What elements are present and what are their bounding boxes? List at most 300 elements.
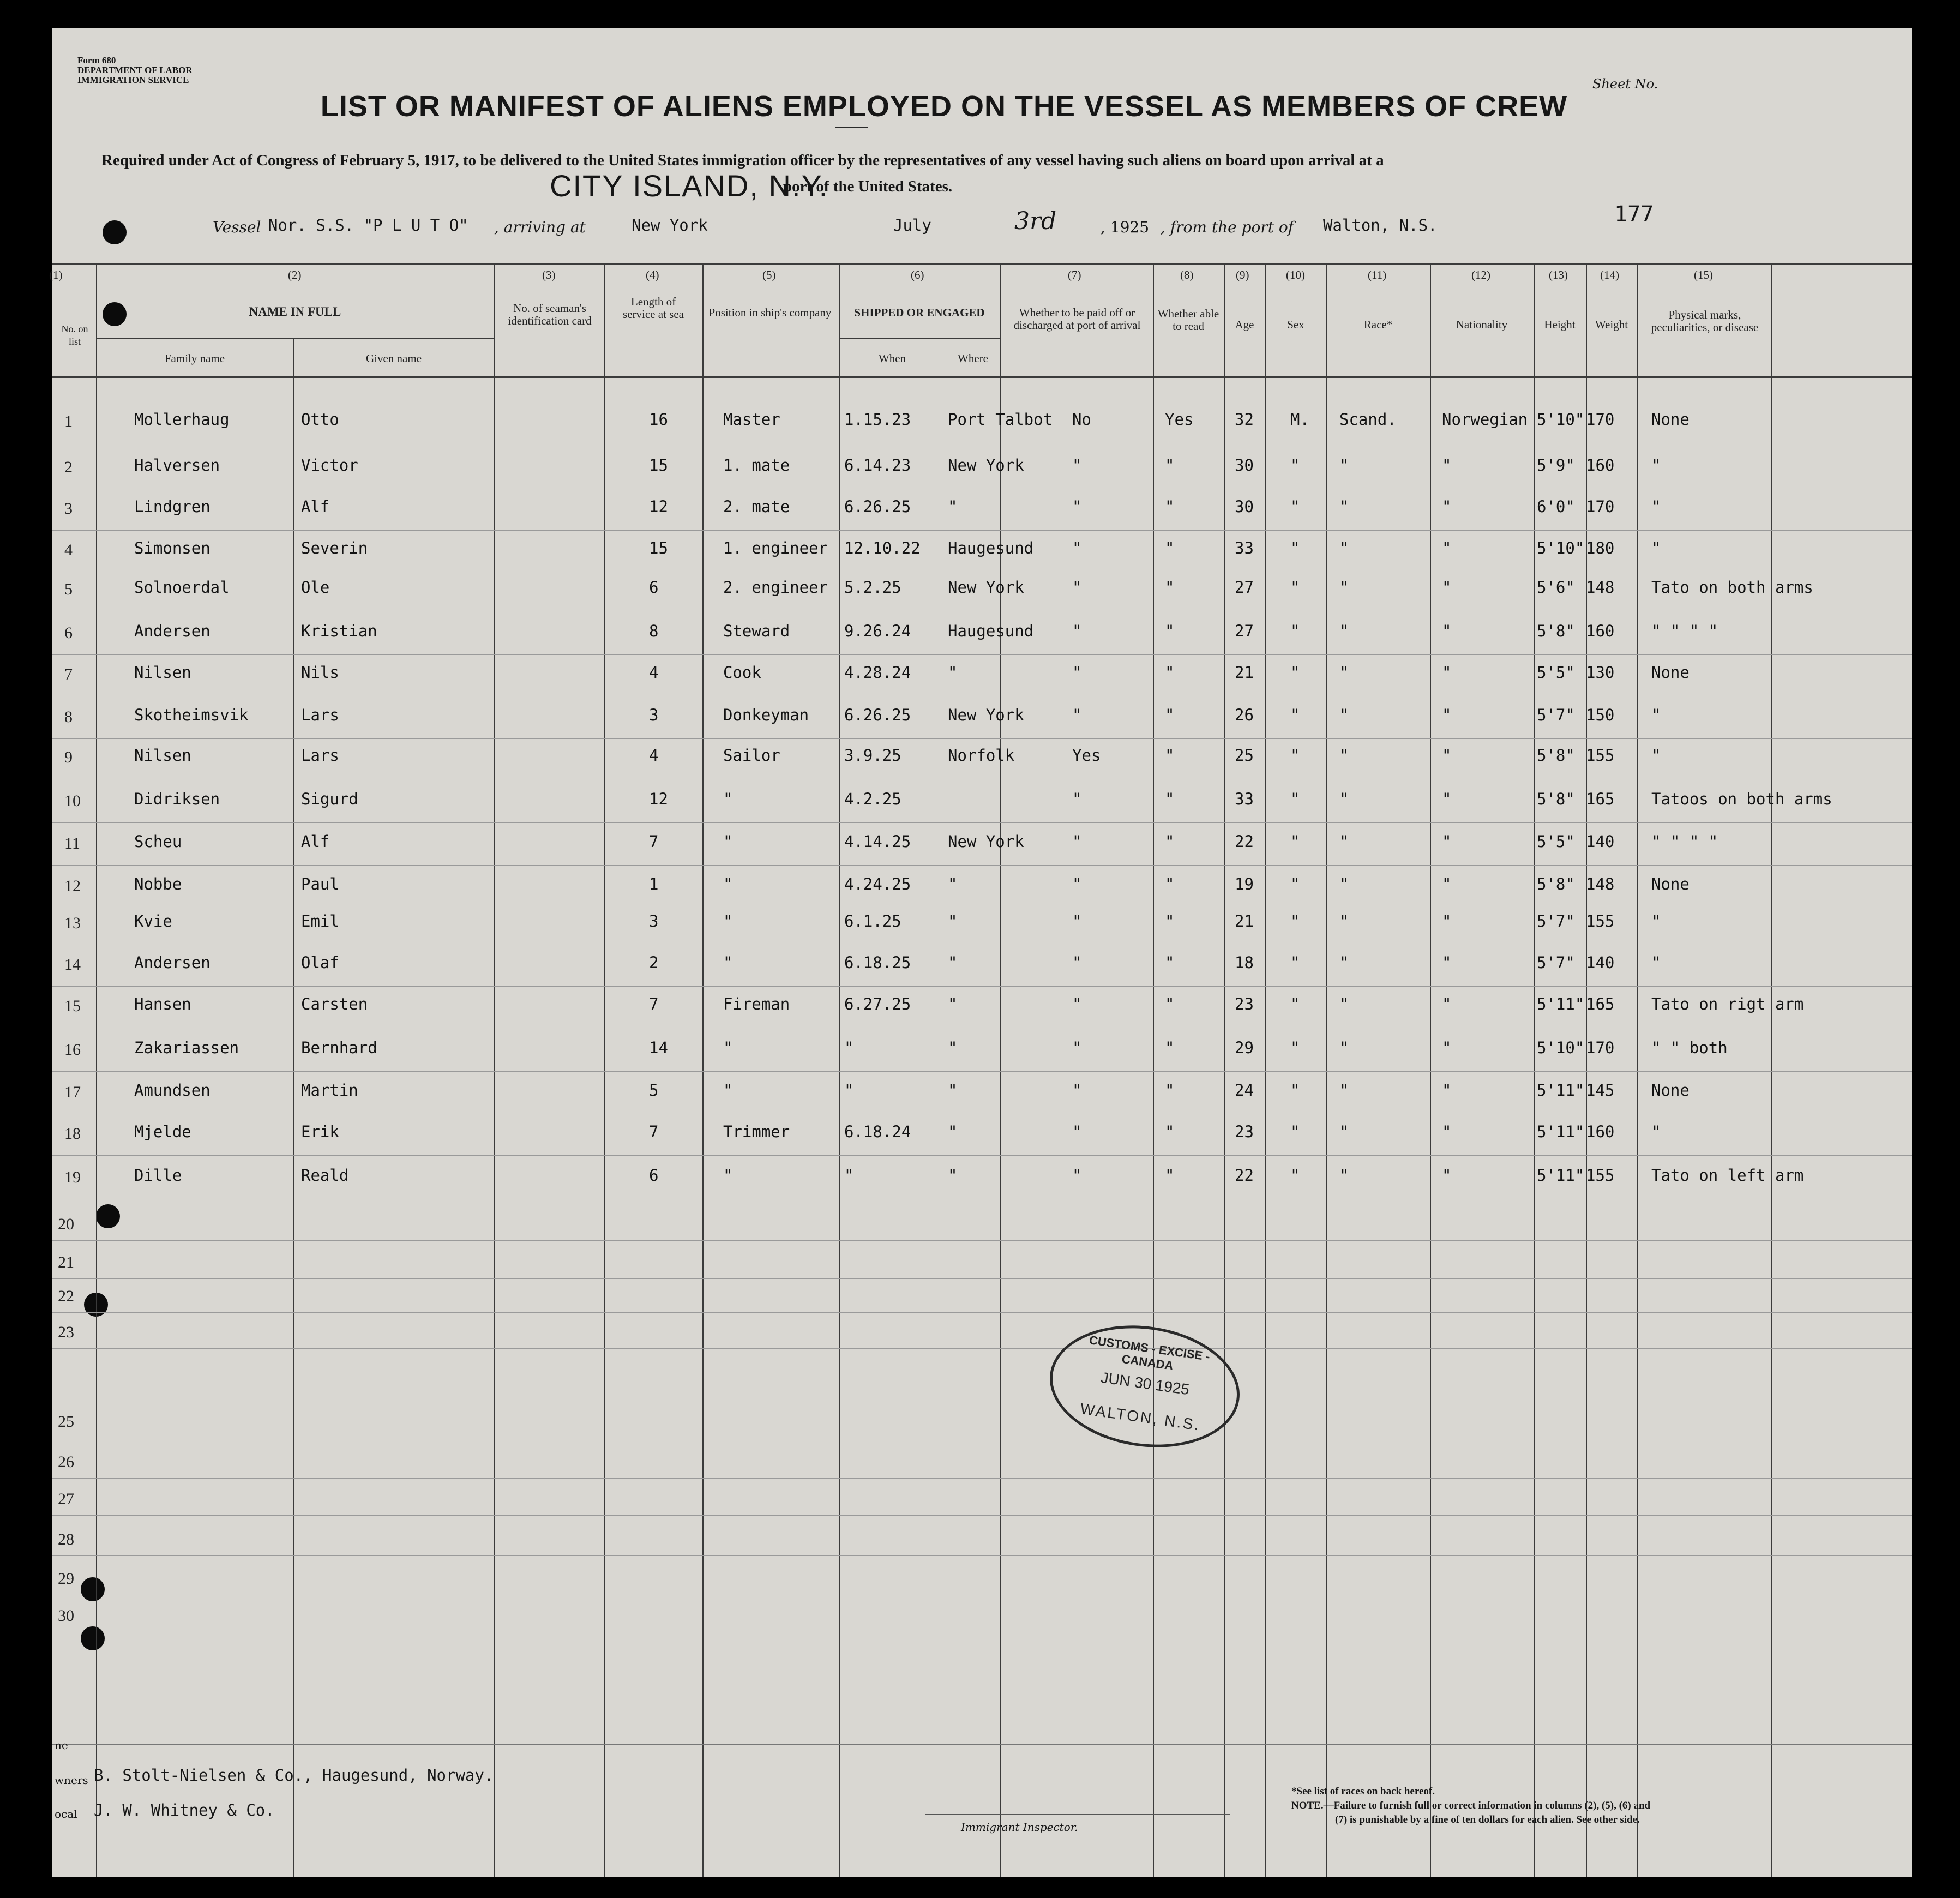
service-cell: 15	[649, 456, 668, 474]
position-cell: "	[723, 1081, 733, 1100]
height-cell: 5'11"	[1537, 1122, 1585, 1141]
able-read-cell: "	[1165, 953, 1175, 972]
position-cell: "	[723, 912, 733, 930]
empty-row-number: 27	[58, 1490, 74, 1508]
sex-cell: "	[1290, 622, 1300, 640]
given-name-cell: Victor	[301, 456, 358, 474]
nationality-cell: "	[1442, 622, 1452, 640]
header-position: Position in ship's company	[708, 306, 832, 319]
age-cell: 27	[1235, 578, 1254, 597]
col-num-14: (14)	[1600, 268, 1619, 281]
row-rule	[52, 530, 1912, 531]
footer-notes	[1291, 1785, 1650, 1827]
shipped-when-cell: 9.26.24	[844, 622, 911, 640]
height-cell: 5'7"	[1537, 953, 1575, 972]
weight-cell: 140	[1586, 953, 1615, 972]
race-cell: "	[1339, 1122, 1349, 1141]
row-number: 8	[64, 708, 73, 726]
weight-cell: 155	[1586, 746, 1615, 765]
col-num-15: (15)	[1694, 268, 1713, 281]
manifest-sheet	[49, 28, 1912, 1877]
age-cell: 33	[1235, 790, 1254, 808]
able-read-cell: "	[1165, 456, 1175, 474]
family-name-cell: Halversen	[134, 456, 220, 474]
age-cell: 32	[1235, 410, 1254, 429]
able-read-cell: "	[1165, 622, 1175, 640]
service-cell: 5	[649, 1081, 659, 1100]
paid-off-cell: "	[1072, 456, 1082, 474]
able-read-cell: Yes	[1165, 410, 1194, 429]
col-num-7: (7)	[1068, 268, 1081, 281]
physical-marks-cell: None	[1651, 1081, 1690, 1100]
weight-cell: 170	[1586, 1038, 1615, 1057]
row-number: 16	[64, 1041, 81, 1059]
race-cell: "	[1339, 875, 1349, 893]
physical-marks-cell: "	[1651, 539, 1661, 557]
shipped-where-cell: "	[948, 953, 958, 972]
weight-cell: 165	[1586, 790, 1615, 808]
weight-cell: 130	[1586, 663, 1615, 682]
shipped-where-cell: "	[948, 1122, 958, 1141]
shipped-where-cell: Norfolk	[948, 746, 1015, 765]
position-cell: "	[723, 875, 733, 893]
able-read-cell: "	[1165, 1166, 1175, 1185]
shipped-when-cell: 6.14.23	[844, 456, 911, 474]
paid-off-cell: "	[1072, 1038, 1082, 1057]
nationality-cell: "	[1442, 1038, 1452, 1057]
position-cell: "	[723, 832, 733, 851]
shipped-when-cell: 6.1.25	[844, 912, 901, 930]
paid-off-cell: "	[1072, 578, 1082, 597]
weight-cell: 155	[1586, 912, 1615, 930]
header-weight: Weight	[1595, 318, 1628, 331]
note-penalty-1: NOTE.—Failure to furnish full or correct information in columns (2), (5), (6) and	[1291, 1800, 1651, 1811]
position-cell: "	[723, 1166, 733, 1185]
height-cell: 5'9"	[1537, 456, 1575, 474]
shipped-when-cell: 6.26.25	[844, 706, 911, 724]
able-read-cell: "	[1165, 1122, 1175, 1141]
family-name-cell: Scheu	[134, 832, 182, 851]
able-read-cell: "	[1165, 497, 1175, 516]
age-cell: 18	[1235, 953, 1254, 972]
row-number: 19	[64, 1168, 81, 1186]
height-cell: 5'7"	[1537, 706, 1575, 724]
shipped-when-cell: "	[844, 1166, 854, 1185]
height-cell: 5'8"	[1537, 746, 1575, 765]
age-cell: 23	[1235, 1122, 1254, 1141]
nationality-cell: "	[1442, 790, 1452, 808]
given-name-cell: Olaf	[301, 953, 339, 972]
row-number: 2	[64, 458, 73, 476]
row-rule	[52, 1478, 1912, 1479]
sex-cell: "	[1290, 1038, 1300, 1057]
weight-cell: 180	[1586, 539, 1615, 557]
family-name-cell: Mollerhaug	[134, 410, 230, 429]
weight-cell: 165	[1586, 995, 1615, 1013]
physical-marks-cell: None	[1651, 410, 1690, 429]
sex-cell: "	[1290, 578, 1300, 597]
shipped-where-cell: "	[948, 1166, 958, 1185]
footer-owners: B. Stolt-Nielsen & Co., Haugesund, Norway.	[94, 1766, 494, 1785]
footer-local-label: ocal	[55, 1807, 77, 1821]
paid-off-cell: "	[1072, 1122, 1082, 1141]
position-cell: Fireman	[723, 995, 790, 1013]
height-cell: 5'8"	[1537, 790, 1575, 808]
punch-hole	[81, 1626, 105, 1650]
sex-cell: "	[1290, 746, 1300, 765]
shipped-where-cell: "	[948, 1038, 958, 1057]
service-cell: 1	[649, 875, 659, 893]
row-rule	[52, 738, 1912, 739]
empty-row-number: 21	[58, 1253, 74, 1271]
age-cell: 30	[1235, 497, 1254, 516]
header-family-name: Family name	[164, 352, 225, 365]
col-num-9: (9)	[1236, 268, 1249, 281]
able-read-cell: "	[1165, 578, 1175, 597]
row-number: 5	[64, 580, 73, 598]
age-cell: 25	[1235, 746, 1254, 765]
paid-off-cell: "	[1072, 663, 1082, 682]
col-num-8: (8)	[1180, 268, 1194, 281]
given-name-cell: Kristian	[301, 622, 377, 640]
given-name-cell: Lars	[301, 746, 339, 765]
able-read-cell: "	[1165, 875, 1175, 893]
weight-cell: 170	[1586, 410, 1615, 429]
given-name-cell: Bernhard	[301, 1038, 377, 1057]
physical-marks-cell: None	[1651, 663, 1690, 682]
col-num-13: (13)	[1549, 268, 1568, 281]
row-rule	[52, 1155, 1912, 1156]
nationality-cell: "	[1442, 539, 1452, 557]
header-nationality: Nationality	[1456, 318, 1508, 331]
height-cell: 5'7"	[1537, 912, 1575, 930]
row-number: 15	[64, 997, 81, 1015]
physical-marks-cell: "	[1651, 912, 1661, 930]
col-num-12: (12)	[1471, 268, 1490, 281]
age-cell: 22	[1235, 832, 1254, 851]
physical-marks-cell: "	[1651, 953, 1661, 972]
row-rule	[52, 986, 1912, 987]
footer-local-agent: J. W. Whitney & Co.	[94, 1801, 275, 1819]
nationality-cell: "	[1442, 912, 1452, 930]
col-num-3: (3)	[542, 268, 556, 281]
able-read-cell: "	[1165, 790, 1175, 808]
height-cell: 5'10"	[1537, 410, 1585, 429]
shipped-where-cell: Haugesund	[948, 539, 1034, 557]
given-name-cell: Nils	[301, 663, 339, 682]
header-physical-marks: Physical marks, peculiarities, or disease	[1651, 308, 1759, 334]
position-cell: "	[723, 953, 733, 972]
col-num-1: (1)	[49, 268, 63, 281]
col-num-4: (4)	[646, 268, 659, 281]
race-cell: "	[1339, 578, 1349, 597]
family-name-cell: Kvie	[134, 912, 172, 930]
given-name-cell: Reald	[301, 1166, 349, 1185]
physical-marks-cell: "	[1651, 456, 1661, 474]
race-cell: "	[1339, 953, 1349, 972]
service-cell: 12	[649, 497, 668, 516]
physical-marks-cell: " " both	[1651, 1038, 1728, 1057]
given-name-cell: Carsten	[301, 995, 368, 1013]
service-cell: 6	[649, 578, 659, 597]
shipped-when-cell: "	[844, 1081, 854, 1100]
family-name-cell: Andersen	[134, 622, 211, 640]
nationality-cell: "	[1442, 456, 1452, 474]
shipped-where-cell: New York	[948, 832, 1024, 851]
race-cell: "	[1339, 663, 1349, 682]
col-num-2: (2)	[288, 268, 302, 281]
nationality-cell: "	[1442, 1081, 1452, 1100]
paid-off-cell: "	[1072, 706, 1082, 724]
form-number	[77, 56, 193, 85]
nationality-cell: "	[1442, 832, 1452, 851]
footer-name-label: ne	[55, 1739, 68, 1752]
given-name-cell: Alf	[301, 497, 330, 516]
race-cell: "	[1339, 746, 1349, 765]
shipped-when-cell: 4.24.25	[844, 875, 911, 893]
row-number: 7	[64, 665, 73, 683]
sex-cell: "	[1290, 995, 1300, 1013]
able-read-cell: "	[1165, 832, 1175, 851]
row-number: 13	[64, 914, 81, 932]
sex-cell: "	[1290, 706, 1300, 724]
row-rule	[52, 1555, 1912, 1556]
race-cell: "	[1339, 790, 1349, 808]
paid-off-cell: "	[1072, 497, 1082, 516]
col-num-5: (5)	[762, 268, 776, 281]
header-no-on-list: No. on list	[61, 323, 88, 347]
sex-cell: "	[1290, 912, 1300, 930]
weight-cell: 170	[1586, 497, 1615, 516]
punch-hole	[81, 1577, 105, 1601]
shipped-when-cell: 4.28.24	[844, 663, 911, 682]
race-cell: "	[1339, 456, 1349, 474]
height-cell: 5'6"	[1537, 578, 1575, 597]
shipped-when-cell: 6.27.25	[844, 995, 911, 1013]
position-cell: 2. engineer	[723, 578, 828, 597]
port-suffix: port of the United States.	[783, 178, 953, 195]
family-name-cell: Skotheimsvik	[134, 706, 249, 724]
given-name-cell: Emil	[301, 912, 339, 930]
stamp-date: JUN 30 1925	[1099, 1368, 1191, 1398]
position-cell: 1. engineer	[723, 539, 828, 557]
family-name-cell: Didriksen	[134, 790, 220, 808]
given-name-cell: Alf	[301, 832, 330, 851]
age-cell: 33	[1235, 539, 1254, 557]
sex-cell: "	[1290, 832, 1300, 851]
col-num-6: (6)	[911, 268, 924, 281]
position-cell: Cook	[723, 663, 761, 682]
given-name-cell: Severin	[301, 539, 368, 557]
shipped-where-cell: Port Talbot	[948, 410, 1053, 429]
given-name-cell: Martin	[301, 1081, 358, 1100]
family-name-cell: Dille	[134, 1166, 182, 1185]
sex-cell: M.	[1290, 410, 1309, 429]
position-cell: 2. mate	[723, 497, 790, 516]
race-cell: "	[1339, 497, 1349, 516]
header-where: Where	[958, 352, 988, 365]
height-cell: 5'10"	[1537, 539, 1585, 557]
height-cell: 5'11"	[1537, 1081, 1585, 1100]
shipped-where-cell: "	[948, 875, 958, 893]
row-number: 17	[64, 1083, 81, 1101]
shipped-when-cell: 4.2.25	[844, 790, 901, 808]
col-num-11: (11)	[1368, 268, 1387, 281]
height-cell: 5'10"	[1537, 1038, 1585, 1057]
age-cell: 30	[1235, 456, 1254, 474]
sex-cell: "	[1290, 953, 1300, 972]
empty-row-number: 26	[58, 1453, 74, 1471]
title-underline	[835, 127, 868, 128]
family-name-cell: Solnoerdal	[134, 578, 230, 597]
paid-off-cell: "	[1072, 953, 1082, 972]
height-cell: 5'8"	[1537, 622, 1575, 640]
physical-marks-cell: "	[1651, 497, 1661, 516]
physical-marks-cell: None	[1651, 875, 1690, 893]
arriving-port: New York	[632, 216, 708, 235]
row-number: 11	[64, 834, 80, 852]
service-cell: 7	[649, 832, 659, 851]
age-cell: 19	[1235, 875, 1254, 893]
shipped-when-cell: 4.14.25	[844, 832, 911, 851]
row-number: 3	[64, 500, 73, 518]
physical-marks-cell: Tato on rigt arm	[1651, 995, 1804, 1013]
nationality-cell: Norwegian	[1442, 410, 1528, 429]
given-name-cell: Erik	[301, 1122, 339, 1141]
port-stamp: CITY ISLAND, N.Y.	[550, 169, 829, 203]
header-seaman-id: No. of seaman's identification card	[508, 302, 592, 327]
weight-cell: 148	[1586, 578, 1615, 597]
physical-marks-cell: Tato on left arm	[1651, 1166, 1804, 1185]
height-cell: 5'5"	[1537, 663, 1575, 682]
sex-cell: "	[1290, 539, 1300, 557]
physical-marks-cell: " " " "	[1651, 622, 1718, 640]
position-cell: Trimmer	[723, 1122, 790, 1141]
able-read-cell: "	[1165, 706, 1175, 724]
service-cell: 7	[649, 995, 659, 1013]
header-length-service: Length of service at sea	[623, 295, 684, 321]
arrival-day: 3rd	[1014, 207, 1057, 235]
weight-cell: 150	[1586, 706, 1615, 724]
height-cell: 5'5"	[1537, 832, 1575, 851]
family-name-cell: Nilsen	[134, 663, 191, 682]
empty-row-number: 30	[58, 1607, 74, 1625]
shipped-when-cell: 6.26.25	[844, 497, 911, 516]
row-number: 18	[64, 1125, 81, 1143]
sex-cell: "	[1290, 1122, 1300, 1141]
from-port-label: , from the port of	[1161, 218, 1294, 236]
header-given-name: Given name	[365, 352, 422, 365]
nationality-cell: "	[1442, 746, 1452, 765]
sex-cell: "	[1290, 875, 1300, 893]
header-shipped-engaged: SHIPPED OR ENGAGED	[854, 306, 985, 319]
paid-off-cell: "	[1072, 832, 1082, 851]
row-rule	[52, 1515, 1912, 1516]
service-cell: 2	[649, 953, 659, 972]
age-cell: 21	[1235, 912, 1254, 930]
service-cell: 7	[649, 1122, 659, 1141]
race-cell: "	[1339, 1081, 1349, 1100]
empty-row-number: 25	[58, 1413, 74, 1431]
stamp-bottom-text: WALTON, N.S.	[1079, 1400, 1202, 1434]
sex-cell: "	[1290, 456, 1300, 474]
shipped-where-cell: New York	[948, 578, 1024, 597]
paid-off-cell: "	[1072, 912, 1082, 930]
header-sex: Sex	[1287, 318, 1304, 331]
service-text: IMMIGRATION SERVICE	[77, 75, 189, 85]
able-read-cell: "	[1165, 995, 1175, 1013]
position-cell: "	[723, 1038, 733, 1057]
empty-row-number: 28	[58, 1530, 74, 1548]
shipped-where-cell: "	[948, 995, 958, 1013]
race-cell: "	[1339, 1038, 1349, 1057]
header-race: Race*	[1363, 318, 1393, 331]
family-name-cell: Andersen	[134, 953, 211, 972]
paid-off-cell: "	[1072, 995, 1082, 1013]
row-number: 9	[64, 748, 73, 766]
empty-row-number: 23	[58, 1323, 74, 1341]
row-rule	[52, 1240, 1912, 1241]
shipped-when-cell: "	[844, 1038, 854, 1057]
row-rule	[52, 822, 1912, 823]
service-cell: 8	[649, 622, 659, 640]
service-cell: 15	[649, 539, 668, 557]
shipped-where-cell: "	[948, 912, 958, 930]
header-when: When	[878, 352, 906, 365]
subtitle: Required under Act of Congress of February 5, 1917, to be delivered to the United States immigration officer by the representatives of any vessel having such aliens on board upon arrival at a	[101, 152, 1384, 169]
row-number: 6	[64, 624, 73, 642]
given-name-cell: Lars	[301, 706, 339, 724]
note-penalty-2: (7) is punishable by a fine of ten dollars for each alien. See other side.	[1335, 1814, 1640, 1825]
footer-owners-label: wners	[55, 1774, 88, 1787]
arriving-label: , arriving at	[494, 218, 586, 236]
nationality-cell: "	[1442, 706, 1452, 724]
weight-cell: 155	[1586, 1166, 1615, 1185]
race-cell: "	[1339, 1166, 1349, 1185]
row-rule	[52, 1071, 1912, 1072]
manifest-number: 177	[1614, 202, 1654, 227]
family-name-cell: Amundsen	[134, 1081, 211, 1100]
able-read-cell: "	[1165, 912, 1175, 930]
age-cell: 29	[1235, 1038, 1254, 1057]
department-text: DEPARTMENT OF LABOR	[77, 65, 193, 75]
position-cell: Master	[723, 410, 780, 429]
race-cell: "	[1339, 622, 1349, 640]
race-cell: "	[1339, 995, 1349, 1013]
paid-off-cell: "	[1072, 622, 1082, 640]
row-number: 4	[64, 541, 73, 559]
nationality-cell: "	[1442, 953, 1452, 972]
family-name-cell: Simonsen	[134, 539, 211, 557]
race-cell: "	[1339, 832, 1349, 851]
sex-cell: "	[1290, 1081, 1300, 1100]
row-rule	[52, 654, 1912, 655]
from-port: Walton, N.S.	[1323, 216, 1438, 235]
row-number: 12	[64, 877, 81, 895]
age-cell: 26	[1235, 706, 1254, 724]
sex-cell: "	[1290, 790, 1300, 808]
position-cell: "	[723, 790, 733, 808]
age-cell: 21	[1235, 663, 1254, 682]
paid-off-cell: "	[1072, 790, 1082, 808]
physical-marks-cell: " " " "	[1651, 832, 1718, 851]
arrival-month: July	[893, 216, 931, 235]
punch-hole	[96, 1204, 120, 1228]
weight-cell: 148	[1586, 875, 1615, 893]
age-cell: 23	[1235, 995, 1254, 1013]
race-cell: "	[1339, 706, 1349, 724]
given-name-cell: Paul	[301, 875, 339, 893]
